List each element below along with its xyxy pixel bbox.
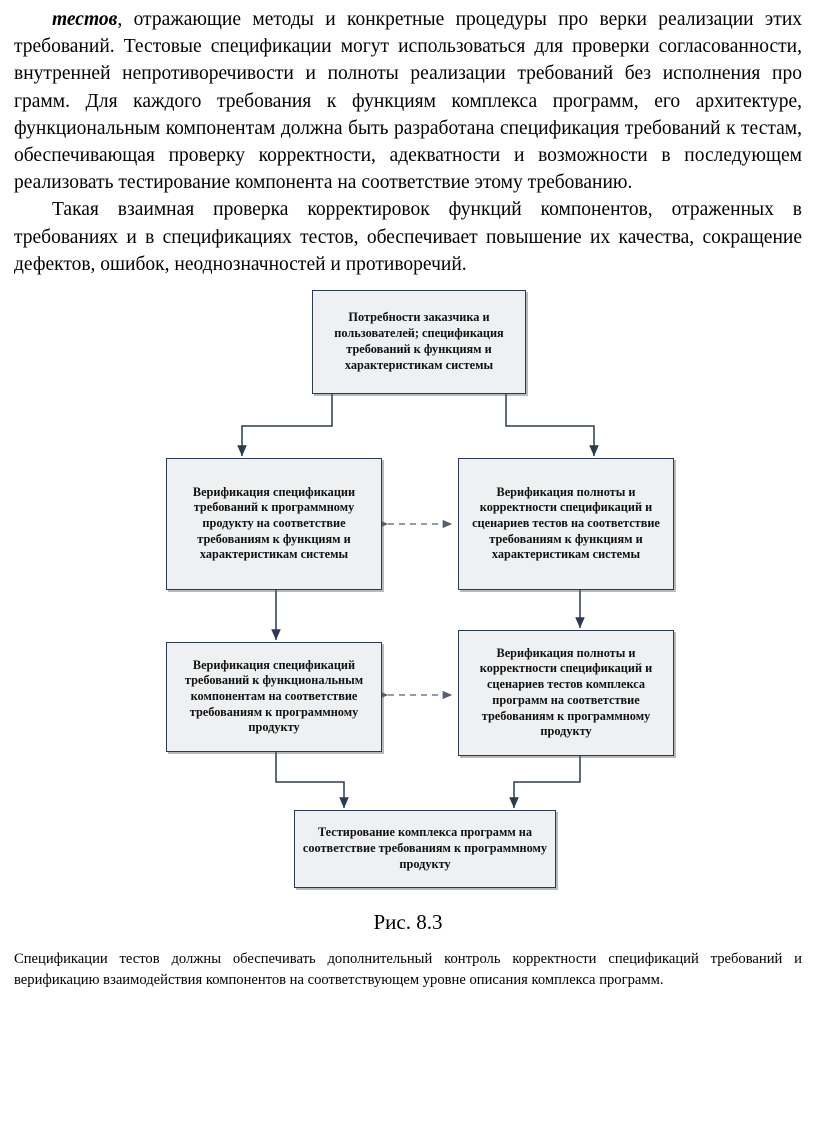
flowchart-node-customer-needs [312,290,526,394]
paragraph-1 [14,6,802,196]
flowchart-node-text: Верификация полноты и корректности спецификаций и сценариев тестов на соответствие требованиям к функциям и характеристикам системы [472,484,660,562]
flowchart-node-text: Верификация полноты и корректности спецификаций и сценариев тестов комплекса программ на соответствие требованиям к программному продукту [479,645,653,739]
flowchart-node-verify-test-specs-product [458,630,674,756]
paragraph-1-text: , отражающие методы и конкретные процедуры про верки реализации этих требований. Тестовые спецификации могут использоваться для проверки согласованности, внутренней непротиворечивости и полноты реализации требований без исполнения про грамм. Для каждого требования к функциям комплекса программ, его архитектуре, функциональным компонентам должна быть разработана спецификация требований к тестам, обеспечивающая проверку корректности, адекватности и возможности в последующем реализовать тестирование компонента на соответствие этому требованию. [14,9,802,194]
paragraph-closing: Спецификации тестов должны обеспечивать дополнительный контроль корректности спецификаций требований и верификацию взаимодействия компонентов на соответствующем уровне описания комплекса программ. [14,950,802,988]
paragraph-1-lead-italic: тестов [52,9,118,30]
flowchart-node-testing-software-complex [294,810,556,888]
flowchart-node-text: Потребности заказчика и пользователей; спецификация требований к функциям и характеристикам системы [334,310,504,372]
flowchart-node-verify-product-requirements [166,458,382,590]
paragraph-2 [14,196,802,278]
paragraph-2-text: Такая взаимная проверка корректировок функций компонентов, отраженных в требованиях и в спецификациях тестов, обеспечивает повышение их качества, сокращение дефектов, ошибок, неоднозначностей и противоречий. [14,199,802,275]
figure-flowchart [14,290,802,900]
figure-caption: Рис. 8.3 [373,909,443,934]
flowchart-node-verify-test-specs-system [458,458,674,590]
flowchart-node-text: Верификация спецификации требований к программному продукту на соответствие требованиям к функциям и характеристикам системы [192,484,356,562]
flowchart-node-text: Тестирование комплекса программ на соответствие требованиям к программному продукту [302,825,548,871]
flowchart-node-verify-component-requirements [166,642,382,752]
flowchart-node-text: Верификация спецификаций требований к функциональным компонентам на соответствие требованиям к программному продукту [184,657,364,735]
